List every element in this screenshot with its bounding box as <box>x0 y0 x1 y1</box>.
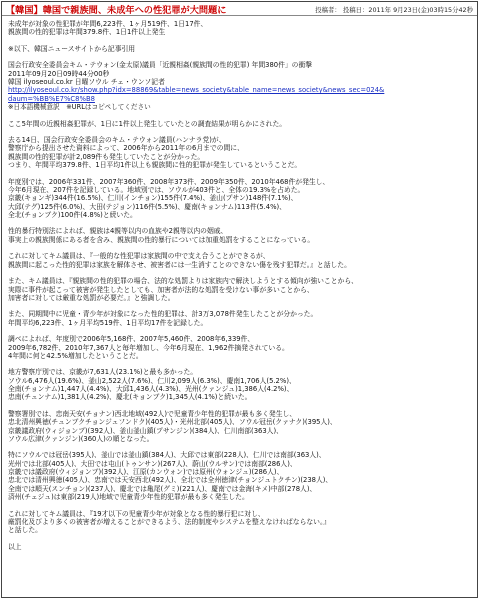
post-title: 【韓国】韓国で親族間、未成年への性犯罪が大問題に <box>6 5 227 16</box>
article-paragraph: 地方警察庁別では、京畿が7,631人(23.1%)と最も多かった。 ソウル6,476人(19.6%)、釜山2,522人(7.6%)、仁川2,099人(6.3%)、慶南1,706人(5.2%)、 全南(チョンナム)1,447人(4.4%)、大邱1,436人(4.3%)、光州(クァンジュ)1,386人(4.2%)、 忠南(チュンナム)1,381人(4.2%)、慶北(キョンブク)1,345人(4.1%)と続いた。 <box>8 368 296 402</box>
post-frame <box>1 1 478 598</box>
summary-paragraph: 未成年が対象の性犯罪が年間6,223件、1ヶ月519件、1日17件、 親族間の性的犯罪は年間379.8件、1日1件以上発生 <box>8 20 208 37</box>
article-heading: 国会行政安全委員会キム・テウォン(金太原)議員「近親相姦(親族間の性的犯罪) 年間380件」の衝撃 2011年09月20日09時44分00秒 韓国 ilyoseoul.co.kr 日曜ソウル チェ・ウンソ記者 <box>8 61 313 87</box>
article-paragraph: 年度別では、2006年331件、2007年360件、2008年373件、2009年350件、2010年468件が発生し、 今年6月現在、207件を記録している。地域別では、ソウルが403件と、全体の19.3%を占めた。 京畿(キョンギ)344件(16.5%)、仁川(インチョン)155件(7.4%)、釜山(プサン)148件(7.1%)、 大邱(テグ)125件(6.0%)、大田(テジョン)116件(5.5%)、慶南(キョンナム)113件(5.4%)、 全北(チョンブク)100件(4.8%)と続いた。 <box>8 177 330 219</box>
source-note: ※以下、韓国ニュースサイトから記事引用 <box>8 44 136 53</box>
post-body <box>2 16 477 551</box>
article-paragraph: 特にソウルでは冠岳(395人)、釜山では釜山鎮(384人)、大邱では東部(228人)、仁川では南部(363人)、 光州では北部(405人)、大田では屯山(トゥンサン)(267人)、蔚山(ウルサン)では南部(286人)、 京畿では議政府(ウィジョンブ)(392人)、江原(カンウォン)では原州(ウォンジュ)(286人)、 忠北では清州興徳(405人)、忠南では天安西北(492人)、全北では全州徳津(チョンジュトクチン)(238人)、 全南では順天(スンチョン)(237人)、慶北では亀尾(グミ)(221人)、慶南では金海(キメ)中部(278人)、 済州(チェジュ)は東部(219人)地域で児童青少年性的犯罪が最も多く発生した。 <box>8 451 333 501</box>
article-paragraph: 警察署別では、忠南天安(チョナン)西北地域(492人)で児童青少年性的犯罪が最も多く発生し、 忠北清州興徳(チュンブクチョンジュフンドク)(405人)・光州北部(405人)、ソウル冠岳(クァナク)(395人)、 京畿議政府(ウィジョンブ)(392人)、釜山釜山鎮(プサンジン)(384人)、仁川南部(363人)、 ソウル広津(クァンジン)(360人)の順となった。 <box>8 409 337 443</box>
post-header <box>2 2 477 16</box>
article-paragraph: また、同期間中に児童・青少年が対象になった性的犯罪は、計3万3,078件発生したことが分かった。 年間平均6,223件、1ヶ月平均519件、1日平均17件を記録した。 <box>8 310 318 327</box>
article-paragraph: 性的暴行特別法によれば、親族は4親等以内の血族や2親等以内の姻戚、 事実上の親族関係にある者を含み、親族間の性的暴行については加重処罰をすることになっている。 <box>8 227 315 244</box>
source-link[interactable]: http://ilyoseoul.co.kr/show.php?idx=88869&table=news_society&table_name=news_society&news_sec=024& daum=%BB%E7%C8%B8 <box>8 86 385 103</box>
article-paragraph: 去る14日、国会行政安全委員会のキム・テウォン議員(ハンナラ党)が、 警察庁から提出させた資料によって、2006年から2011年の6月までの間に、 親族間の性的犯罪が計2,089件も発生していたことが分かった。 つまり、年間平均379.8件、1日平均1件以上も親族間に性的犯罪が発生しているということだ。 <box>8 136 302 170</box>
post-meta: 投稿者： 投稿日：2011年 9月23日(金)03時15分42秒 <box>315 5 473 14</box>
article-paragraph: これに対してキム議員は、『一般的な性犯罪は家族間の中で支え合うことができるが、 親族間に起こった性的犯罪は家族を解体させ、被害者には一生消すことのできない傷を残す犯罪だ。』と話した。 <box>8 252 351 269</box>
article-paragraph: 調べによれば、年度別で2006年5,168件、2007年5,460件、2008年6,339件、 2009年6,782件、2010年7,367人と毎年増加し、今年6月現在、1,962件摘発されている。 4年間に何と42.5%増加したということだ。 <box>8 335 289 360</box>
article-paragraph: また、キム議員は、『親族間の性的犯罪の場合、法的な処罰よりは家族内で解決しようとする傾向が強いことから、 実際に事件が起こって被害が発生したとしても、加害者が法的な処罰を受けない事が多いことから、 加害者に対しては厳重な処罰が必要だ。』と強調した。 <box>8 277 358 302</box>
article-paragraph: これに対してキム議員は、『19才以下の児童青少年が対象となる性的暴行犯に対し、 厳罰化及びより多くの被害者が増えることができるよう、法的制度やシステムを整えなければならない。』 と話した。 <box>8 509 331 535</box>
translation-note: ※日本語機械意訳 ※URLはコピペしてください <box>8 102 151 111</box>
article-paragraph: ここ5年間の近親相姦犯罪が、1日に1件以上発生していたとの調査結果が明らかにされた。 <box>8 119 287 128</box>
closing-text: 以上 <box>8 542 22 551</box>
